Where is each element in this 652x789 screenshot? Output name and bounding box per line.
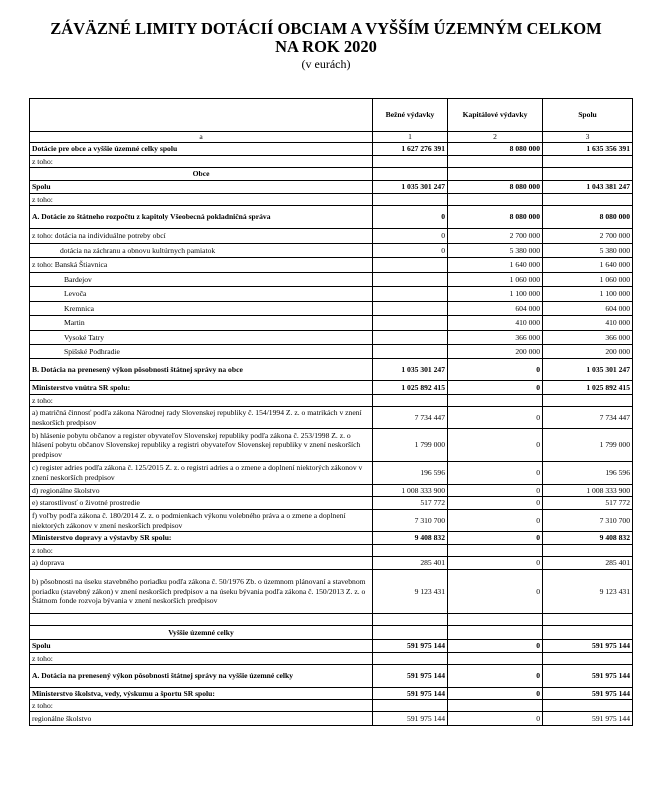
current-expenditure-cell bbox=[373, 168, 448, 181]
table-row bbox=[30, 640, 633, 653]
capital-expenditure-cell bbox=[448, 194, 543, 206]
capital-expenditure-cell: 5 380 000 bbox=[448, 244, 543, 258]
index-cell-a: a bbox=[30, 132, 373, 143]
total-cell: 591 975 144 bbox=[543, 712, 633, 726]
capital-expenditure-cell bbox=[448, 626, 543, 640]
capital-expenditure-cell: 0 bbox=[448, 532, 543, 545]
total-cell: 5 380 000 bbox=[543, 244, 633, 258]
current-expenditure-cell: 0 bbox=[373, 206, 448, 229]
row-label: c) register adries podľa zákona č. 125/2015 Z. z. o registri adries a o zmene a doplnení niektorých zákonov v znení neskorších predpisov bbox=[30, 462, 373, 485]
capital-expenditure-cell: 200 000 bbox=[448, 345, 543, 359]
table-row bbox=[30, 429, 633, 462]
current-expenditure-cell: 285 401 bbox=[373, 557, 448, 570]
index-row bbox=[30, 132, 633, 143]
table-row bbox=[30, 545, 633, 557]
total-cell: 7 310 700 bbox=[543, 510, 633, 532]
current-expenditure-cell: 517 772 bbox=[373, 497, 448, 510]
total-cell bbox=[543, 194, 633, 206]
capital-expenditure-cell: 0 bbox=[448, 359, 543, 381]
capital-expenditure-cell: 0 bbox=[448, 381, 543, 395]
total-cell: 9 408 832 bbox=[543, 532, 633, 545]
capital-expenditure-cell: 0 bbox=[448, 688, 543, 700]
capital-expenditure-cell: 0 bbox=[448, 485, 543, 497]
capital-expenditure-cell: 8 080 000 bbox=[448, 181, 543, 194]
table-row bbox=[30, 700, 633, 712]
total-cell: 366 000 bbox=[543, 331, 633, 345]
row-label: dotácia na záchranu a obnovu kultúrnych pamiatok bbox=[30, 244, 373, 258]
subsidy-limits-table bbox=[29, 98, 633, 726]
table-row bbox=[30, 287, 633, 302]
current-expenditure-cell: 9 408 832 bbox=[373, 532, 448, 545]
capital-expenditure-cell bbox=[448, 545, 543, 557]
row-label: z toho: dotácia na individuálne potreby obcí bbox=[30, 229, 373, 244]
current-expenditure-cell bbox=[373, 545, 448, 557]
capital-expenditure-cell: 0 bbox=[448, 497, 543, 510]
row-label: f) voľby podľa zákona č. 180/2014 Z. z. o podmienkach výkonu volebného práva a o zmene a doplnení niektorých zákonov v znení neskorších predpisov bbox=[30, 510, 373, 532]
total-cell bbox=[543, 653, 633, 665]
total-cell bbox=[543, 626, 633, 640]
row-label: z toho: bbox=[30, 653, 373, 665]
row-label: b) pôsobnosti na úseku stavebného poriadku podľa zákona č. 50/1976 Zb. o územnom plánovaní a stavebnom poriadku (stavebný zákon) v znení neskorších predpisov a na úseku bývania podľa zákona č. 150/2013 Z. z. o Štátnom fonde rozvoja bývania v znení neskorších predpisov bbox=[30, 570, 373, 614]
total-cell: 1 100 000 bbox=[543, 287, 633, 302]
current-expenditure-cell: 1 008 333 900 bbox=[373, 485, 448, 497]
row-label: z toho: Banská Štiavnica bbox=[30, 258, 373, 273]
table-row bbox=[30, 557, 633, 570]
index-cell-1: 1 bbox=[373, 132, 448, 143]
total-cell: 1 635 356 391 bbox=[543, 143, 633, 156]
index-cell-3: 3 bbox=[543, 132, 633, 143]
row-label: Kremnica bbox=[30, 302, 373, 316]
row-label: Obce bbox=[30, 168, 373, 181]
capital-expenditure-cell bbox=[448, 614, 543, 626]
capital-expenditure-cell bbox=[448, 700, 543, 712]
row-label: z toho: bbox=[30, 156, 373, 168]
current-expenditure-cell: 1 627 276 391 bbox=[373, 143, 448, 156]
total-cell: 8 080 000 bbox=[543, 206, 633, 229]
total-cell: 7 734 447 bbox=[543, 407, 633, 429]
total-cell: 410 000 bbox=[543, 316, 633, 331]
current-expenditure-cell: 591 975 144 bbox=[373, 665, 448, 688]
current-expenditure-cell bbox=[373, 302, 448, 316]
current-expenditure-cell bbox=[373, 156, 448, 168]
total-cell: 1 640 000 bbox=[543, 258, 633, 273]
current-expenditure-cell: 1 035 301 247 bbox=[373, 359, 448, 381]
current-expenditure-cell bbox=[373, 626, 448, 640]
current-expenditure-cell: 9 123 431 bbox=[373, 570, 448, 614]
current-expenditure-cell: 0 bbox=[373, 229, 448, 244]
row-label: z toho: bbox=[30, 700, 373, 712]
row-label: Bardejov bbox=[30, 273, 373, 287]
capital-expenditure-cell: 8 080 000 bbox=[448, 143, 543, 156]
capital-expenditure-cell bbox=[448, 168, 543, 181]
capital-expenditure-cell: 604 000 bbox=[448, 302, 543, 316]
table-row bbox=[30, 570, 633, 614]
table-row bbox=[30, 156, 633, 168]
document-subtitle: (v eurách) bbox=[301, 57, 351, 71]
current-expenditure-cell bbox=[373, 345, 448, 359]
header-current-expenditure: Bežné výdavky bbox=[373, 99, 448, 132]
row-label: Vyššie územné celky bbox=[30, 626, 373, 640]
total-cell bbox=[543, 395, 633, 407]
table-row bbox=[30, 626, 633, 640]
table-row bbox=[30, 359, 633, 381]
current-expenditure-cell: 0 bbox=[373, 244, 448, 258]
row-label: Martin bbox=[30, 316, 373, 331]
capital-expenditure-cell: 1 060 000 bbox=[448, 273, 543, 287]
row-label: Spišské Podhradie bbox=[30, 345, 373, 359]
total-cell: 285 401 bbox=[543, 557, 633, 570]
table-row bbox=[30, 229, 633, 244]
capital-expenditure-cell: 0 bbox=[448, 665, 543, 688]
capital-expenditure-cell: 0 bbox=[448, 429, 543, 462]
capital-expenditure-cell: 0 bbox=[448, 640, 543, 653]
total-cell bbox=[543, 545, 633, 557]
capital-expenditure-cell: 0 bbox=[448, 462, 543, 485]
current-expenditure-cell: 1 025 892 415 bbox=[373, 381, 448, 395]
table-row bbox=[30, 331, 633, 345]
current-expenditure-cell bbox=[373, 287, 448, 302]
capital-expenditure-cell: 1 100 000 bbox=[448, 287, 543, 302]
row-label: Vysoké Tatry bbox=[30, 331, 373, 345]
row-label: Spolu bbox=[30, 181, 373, 194]
current-expenditure-cell bbox=[373, 194, 448, 206]
row-label: Ministerstvo dopravy a výstavby SR spolu: bbox=[30, 532, 373, 545]
row-label: Spolu bbox=[30, 640, 373, 653]
capital-expenditure-cell bbox=[448, 653, 543, 665]
table-row bbox=[30, 194, 633, 206]
current-expenditure-cell: 196 596 bbox=[373, 462, 448, 485]
capital-expenditure-cell: 410 000 bbox=[448, 316, 543, 331]
row-label: e) starostlivosť o životné prostredie bbox=[30, 497, 373, 510]
total-cell: 604 000 bbox=[543, 302, 633, 316]
table-row bbox=[30, 181, 633, 194]
capital-expenditure-cell: 1 640 000 bbox=[448, 258, 543, 273]
table-row bbox=[30, 395, 633, 407]
row-label: z toho: bbox=[30, 395, 373, 407]
total-cell bbox=[543, 156, 633, 168]
current-expenditure-cell bbox=[373, 653, 448, 665]
current-expenditure-cell bbox=[373, 273, 448, 287]
capital-expenditure-cell: 366 000 bbox=[448, 331, 543, 345]
table-row bbox=[30, 665, 633, 688]
table-row bbox=[30, 712, 633, 726]
total-cell bbox=[543, 700, 633, 712]
row-label: a) doprava bbox=[30, 557, 373, 570]
current-expenditure-cell: 591 975 144 bbox=[373, 688, 448, 700]
total-cell: 1 008 333 900 bbox=[543, 485, 633, 497]
total-cell bbox=[543, 168, 633, 181]
current-expenditure-cell bbox=[373, 700, 448, 712]
total-cell: 1 025 892 415 bbox=[543, 381, 633, 395]
table-row bbox=[30, 244, 633, 258]
header-total: Spolu bbox=[543, 99, 633, 132]
table-row bbox=[30, 168, 633, 181]
header-capital-expenditure: Kapitálové výdavky bbox=[448, 99, 543, 132]
total-cell: 591 975 144 bbox=[543, 688, 633, 700]
row-label: Ministerstvo školstva, vedy, výskumu a športu SR spolu: bbox=[30, 688, 373, 700]
capital-expenditure-cell: 0 bbox=[448, 510, 543, 532]
row-label: d) regionálne školstvo bbox=[30, 485, 373, 497]
row-label: Dotácie pre obce a vyššie územné celky spolu bbox=[30, 143, 373, 156]
table-row bbox=[30, 532, 633, 545]
row-label: Levoča bbox=[30, 287, 373, 302]
row-label: A. Dotácia na prenesený výkon pôsobnosti štátnej správy na vyššie územné celky bbox=[30, 665, 373, 688]
total-cell: 591 975 144 bbox=[543, 640, 633, 653]
total-cell: 1 043 381 247 bbox=[543, 181, 633, 194]
current-expenditure-cell bbox=[373, 258, 448, 273]
table-row bbox=[30, 614, 633, 626]
current-expenditure-cell: 7 734 447 bbox=[373, 407, 448, 429]
capital-expenditure-cell bbox=[448, 156, 543, 168]
capital-expenditure-cell: 0 bbox=[448, 570, 543, 614]
table-row bbox=[30, 206, 633, 229]
total-cell: 591 975 144 bbox=[543, 665, 633, 688]
table-row bbox=[30, 497, 633, 510]
current-expenditure-cell: 591 975 144 bbox=[373, 712, 448, 726]
table-row bbox=[30, 510, 633, 532]
current-expenditure-cell: 1 035 301 247 bbox=[373, 181, 448, 194]
total-cell: 196 596 bbox=[543, 462, 633, 485]
row-label bbox=[30, 614, 373, 626]
row-label: z toho: bbox=[30, 545, 373, 557]
table-row bbox=[30, 485, 633, 497]
table-row bbox=[30, 273, 633, 287]
total-cell: 200 000 bbox=[543, 345, 633, 359]
current-expenditure-cell bbox=[373, 316, 448, 331]
current-expenditure-cell bbox=[373, 395, 448, 407]
row-label: A. Dotácie zo štátneho rozpočtu z kapitoly Všeobecná pokladničná správa bbox=[30, 206, 373, 229]
total-cell: 1 799 000 bbox=[543, 429, 633, 462]
table-row bbox=[30, 316, 633, 331]
row-label: a) matričná činnosť podľa zákona Národnej rady Slovenskej republiky č. 154/1994 Z. z. o matrikách v znení neskorších predpisov bbox=[30, 407, 373, 429]
total-cell: 517 772 bbox=[543, 497, 633, 510]
row-label: z toho: bbox=[30, 194, 373, 206]
capital-expenditure-cell: 0 bbox=[448, 557, 543, 570]
row-label: B. Dotácia na prenesený výkon pôsobnosti štátnej správy na obce bbox=[30, 359, 373, 381]
total-cell bbox=[543, 614, 633, 626]
row-label: regionálne školstvo bbox=[30, 712, 373, 726]
current-expenditure-cell: 591 975 144 bbox=[373, 640, 448, 653]
current-expenditure-cell bbox=[373, 614, 448, 626]
total-cell: 1 060 000 bbox=[543, 273, 633, 287]
total-cell: 1 035 301 247 bbox=[543, 359, 633, 381]
current-expenditure-cell: 7 310 700 bbox=[373, 510, 448, 532]
table-row bbox=[30, 381, 633, 395]
index-cell-2: 2 bbox=[448, 132, 543, 143]
capital-expenditure-cell: 8 080 000 bbox=[448, 206, 543, 229]
capital-expenditure-cell: 0 bbox=[448, 407, 543, 429]
table-row bbox=[30, 143, 633, 156]
row-label: b) hlásenie pobytu občanov a register obyvateľov Slovenskej republiky podľa zákona č. 253/1998 Z. z. o hlásení pobytu občanov Slovenskej republiky a registri obyvateľov Slovenskej republiky v znení neskorších predpisov bbox=[30, 429, 373, 462]
capital-expenditure-cell bbox=[448, 395, 543, 407]
current-expenditure-cell: 1 799 000 bbox=[373, 429, 448, 462]
capital-expenditure-cell: 2 700 000 bbox=[448, 229, 543, 244]
total-cell: 9 123 431 bbox=[543, 570, 633, 614]
table-row bbox=[30, 345, 633, 359]
table-row bbox=[30, 258, 633, 273]
header-row bbox=[30, 99, 633, 132]
document-title-line1: ZÁVÄZNÉ LIMITY DOTÁCIÍ OBCIAM A VYŠŠÍM ÚZEMNÝM CELKOM bbox=[50, 19, 602, 38]
header-cell-label bbox=[30, 99, 373, 132]
table-row bbox=[30, 653, 633, 665]
table-row bbox=[30, 302, 633, 316]
row-label: Ministerstvo vnútra SR spolu: bbox=[30, 381, 373, 395]
table-row bbox=[30, 462, 633, 485]
table-row bbox=[30, 407, 633, 429]
table-row bbox=[30, 688, 633, 700]
document-title-line2: NA ROK 2020 bbox=[275, 37, 377, 56]
current-expenditure-cell bbox=[373, 331, 448, 345]
total-cell: 2 700 000 bbox=[543, 229, 633, 244]
capital-expenditure-cell: 0 bbox=[448, 712, 543, 726]
